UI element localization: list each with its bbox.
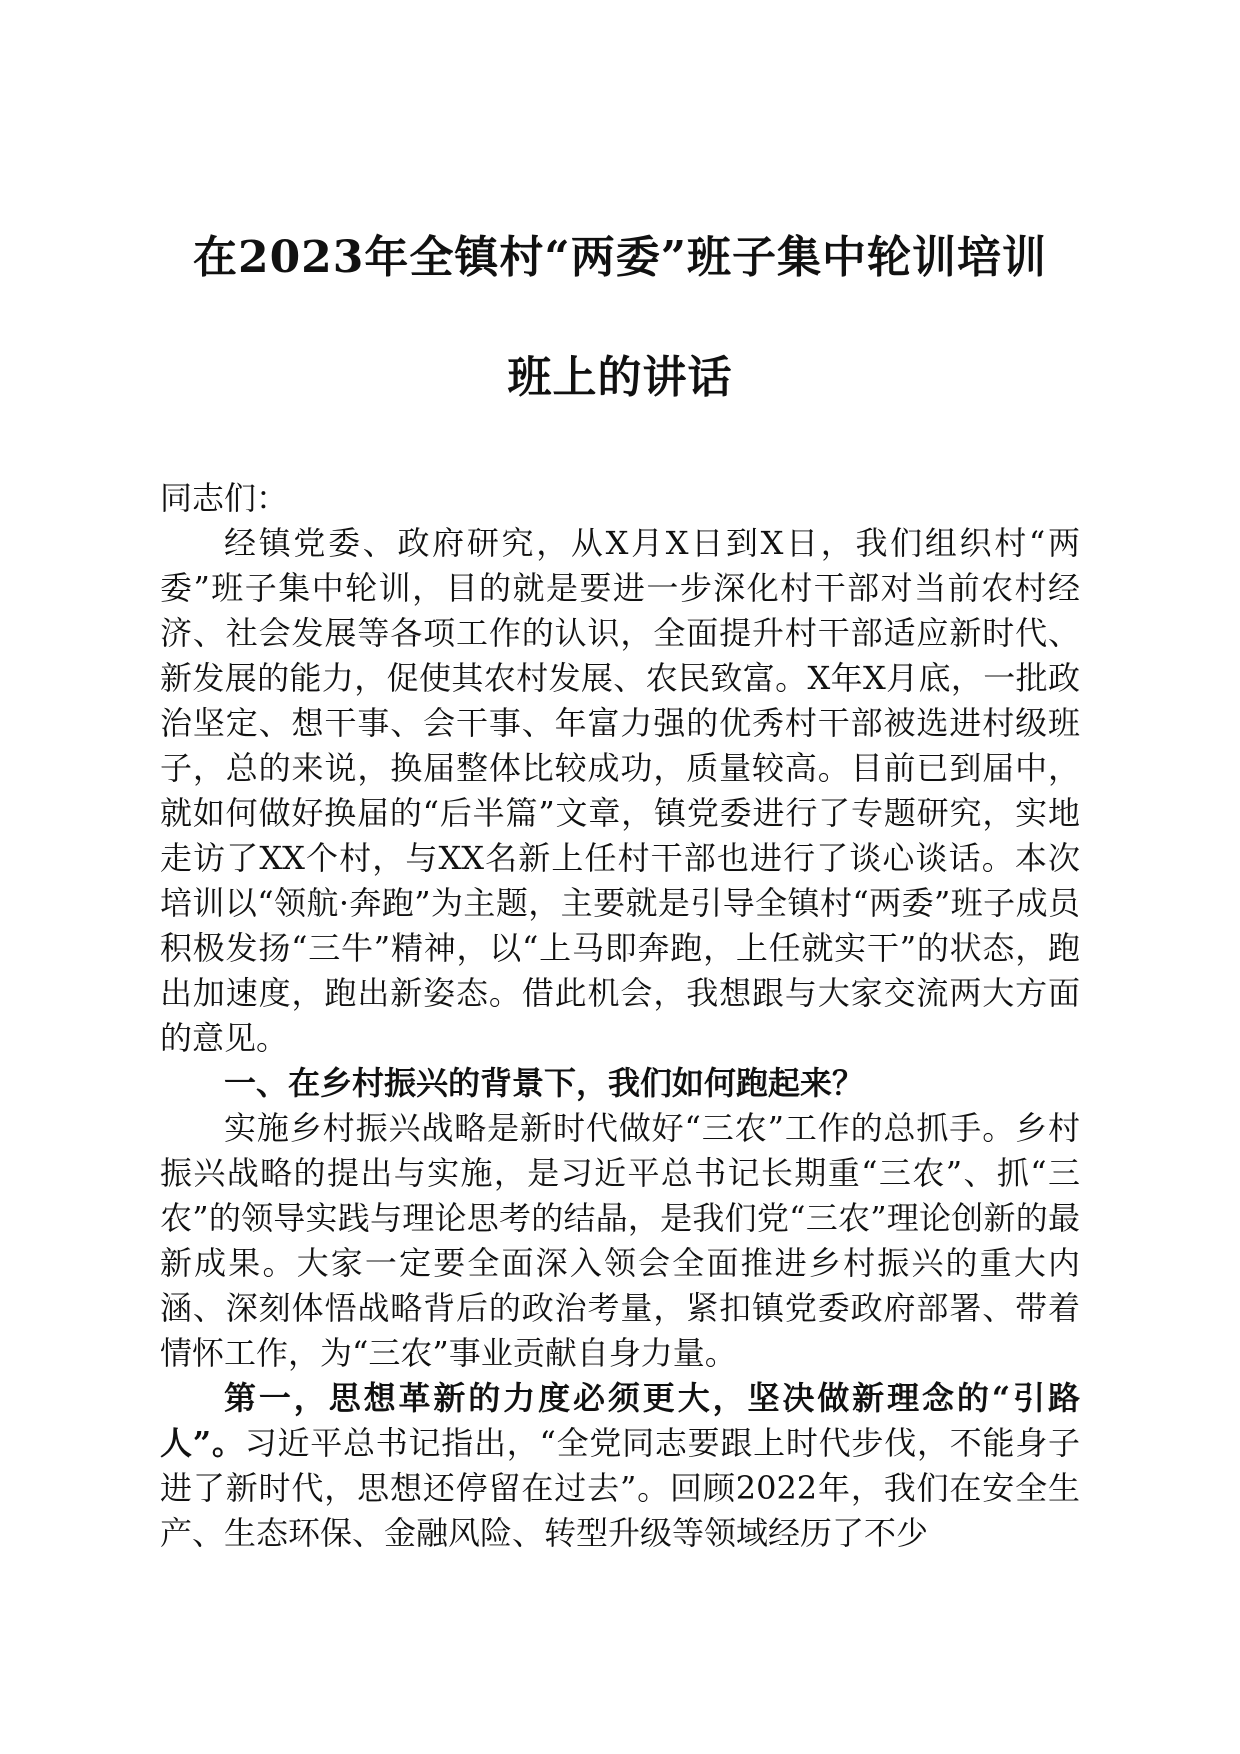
first-point-lead: 第一，思想革新的力度必须更大，坚决做新理念的“引路人”。 bbox=[160, 1379, 1080, 1462]
first-point-text: 习近平总书记指出，“全党同志要跟上时代步伐，不能身子进了新时代，思想还停留在过去”。回顾2022年，我们在安全生产、生态环保、金融风险、转型升级等领域经历了不少 bbox=[160, 1424, 1080, 1552]
document-title-line-1: 在2023年全镇村“两委”班子集中轮训培训 bbox=[192, 232, 1048, 283]
document-body bbox=[160, 476, 1080, 1556]
paragraph-rural-revitalization: 实施乡村振兴战略是新时代做好“三农”工作的总抓手。乡村振兴战略的提出与实施，是习近平总书记长期重“三农”、抓“三农”的领导实践与理论思考的结晶，是我们党“三农”理论创新的最新成果。大家一定要全面深入领会全面推进乡村振兴的重大内涵、深刻体悟战略背后的政治考量，紧扣镇党委政府部署、带着情怀工作，为“三农”事业贡献自身力量。 bbox=[160, 1109, 1080, 1372]
document-title-line-2: 班上的讲话 bbox=[507, 352, 733, 403]
paragraph-first-point bbox=[160, 1376, 1080, 1556]
paragraph-intro: 经镇党委、政府研究，从X月X日到X日，我们组织村“两委”班子集中轮训，目的就是要进一步深化村干部对当前农村经济、社会发展等各项工作的认识，全面提升村干部适应新时代、新发展的能力，促使其农村发展、农民致富。X年X月底，一批政治坚定、想干事、会干事、年富力强的优秀村干部被选进村级班子，总的来说，换届整体比较成功，质量较高。目前已到届中，就如何做好换届的“后半篇”文章，镇党委进行了专题研究，实地走访了XX个村，与XX名新上任村干部也进行了谈心谈话。本次培训以“领航·奔跑”为主题，主要就是引导全镇村“两委”班子成员积极发扬“三牛”精神，以“上马即奔跑，上任就实干”的状态，跑出加速度，跑出新姿态。借此机会，我想跟与大家交流两大方面的意见。 bbox=[160, 524, 1080, 1057]
salutation: 同志们： bbox=[160, 479, 289, 517]
section-heading-1: 一、在乡村振兴的背景下，我们如何跑起来？ bbox=[224, 1064, 865, 1102]
